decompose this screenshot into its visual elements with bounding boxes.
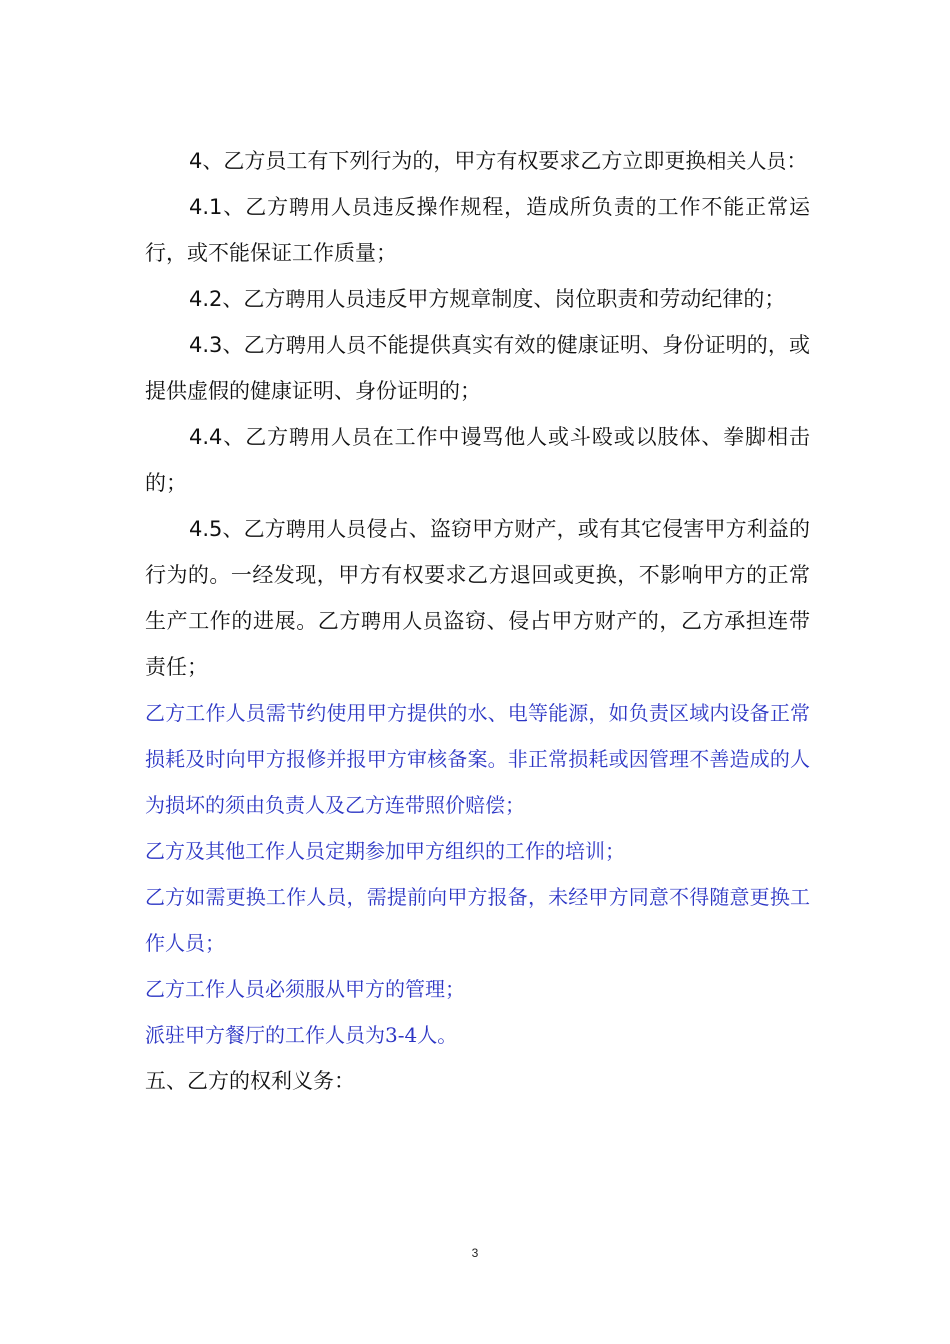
blue-paragraph-management: 乙方工作人员必须服从甲方的管理；	[145, 977, 465, 1001]
paragraph-4-5-text-2: 聘用人员	[285, 517, 367, 541]
paragraph-4-5-text-1: 4.5、乙方	[189, 517, 286, 541]
paragraph-4-1-text-2: 聘用人员	[289, 195, 373, 219]
paragraph-4-5-text-3: 侵占、盗窃甲方财产，或有其它侵害甲方利益的行为的。一经发现，甲方有权要求乙方退回或更换，不影响甲方的正常生产工作的进展。乙方	[145, 517, 811, 633]
blue-paragraph-training: 乙方及其他工作人员定期参加甲方组织的工作的培训；	[145, 839, 625, 863]
paragraph-4-2-text-1: 4.2、乙方	[189, 287, 286, 311]
paragraph-4-4-text-1: 4.4、乙方	[189, 425, 290, 449]
document-body	[145, 138, 810, 1104]
paragraph-4	[145, 138, 810, 184]
paragraph-4-2-text-2: 聘用人员	[285, 287, 366, 311]
paragraph-4-1	[145, 184, 810, 276]
section-heading: 五、乙方的权利义务：	[145, 1069, 355, 1093]
paragraph-4-4-text-3: 在工作中谩骂他人或斗殴或以肢体、拳脚相击的；	[145, 425, 811, 495]
paragraph-4-5	[145, 506, 810, 690]
paragraph-4-4	[145, 414, 810, 506]
blue-paragraph-staffing: 派驻甲方餐厅的工作人员为3-4人。	[145, 1023, 458, 1047]
paragraph-4-5-text-5: 盗窃、侵占甲方财产的，乙方承担连带责任；	[145, 609, 811, 679]
blue-paragraph-energy: 乙方工作人员需节约使用甲方提供的水、电等能源，如负责区域内设备正常损耗及时向甲方报修并报甲方审核备案。非正常损耗或因管理不善造成的人为损坏的须由负责人及乙方连带照价赔偿；	[145, 701, 810, 817]
paragraph-4-1-text-1: 4.1、乙方	[189, 195, 290, 219]
paragraph-4-5-text-4: 聘用人员	[361, 609, 444, 633]
paragraph-4-3-text-1: 4.3、乙方	[189, 333, 286, 357]
paragraph-4-text-2: 相关人员	[706, 149, 787, 173]
page-number: 3	[471, 1246, 479, 1260]
paragraph-4-1-text-3: 违反操作规程，造成所负责的工作不能正常运行，或不能保证工作质量；	[145, 195, 811, 265]
paragraph-4-3	[145, 322, 810, 414]
blue-paragraph-replacement: 乙方如需更换工作人员，需提前向甲方报备，未经甲方同意不得随意更换工作人员；	[145, 885, 810, 955]
paragraph-4-3-text-3: 不能提供真实有效的健康证明、身份证明的，或提供虚假的健康证明、身份证明的；	[145, 333, 811, 403]
paragraph-4-3-text-2: 聘用人员	[285, 333, 367, 357]
paragraph-4-text-3: ：	[786, 149, 808, 173]
paragraph-4-4-text-2: 聘用人员	[289, 425, 373, 449]
paragraph-4-2	[145, 276, 810, 322]
paragraph-4-2-text-3: 违反甲方规章制度、岗位职责和劳动纪律的；	[365, 287, 786, 311]
paragraph-4-text-1: 4、乙方员工有下列行为的，甲方有权要求乙方立即更换	[189, 149, 707, 173]
